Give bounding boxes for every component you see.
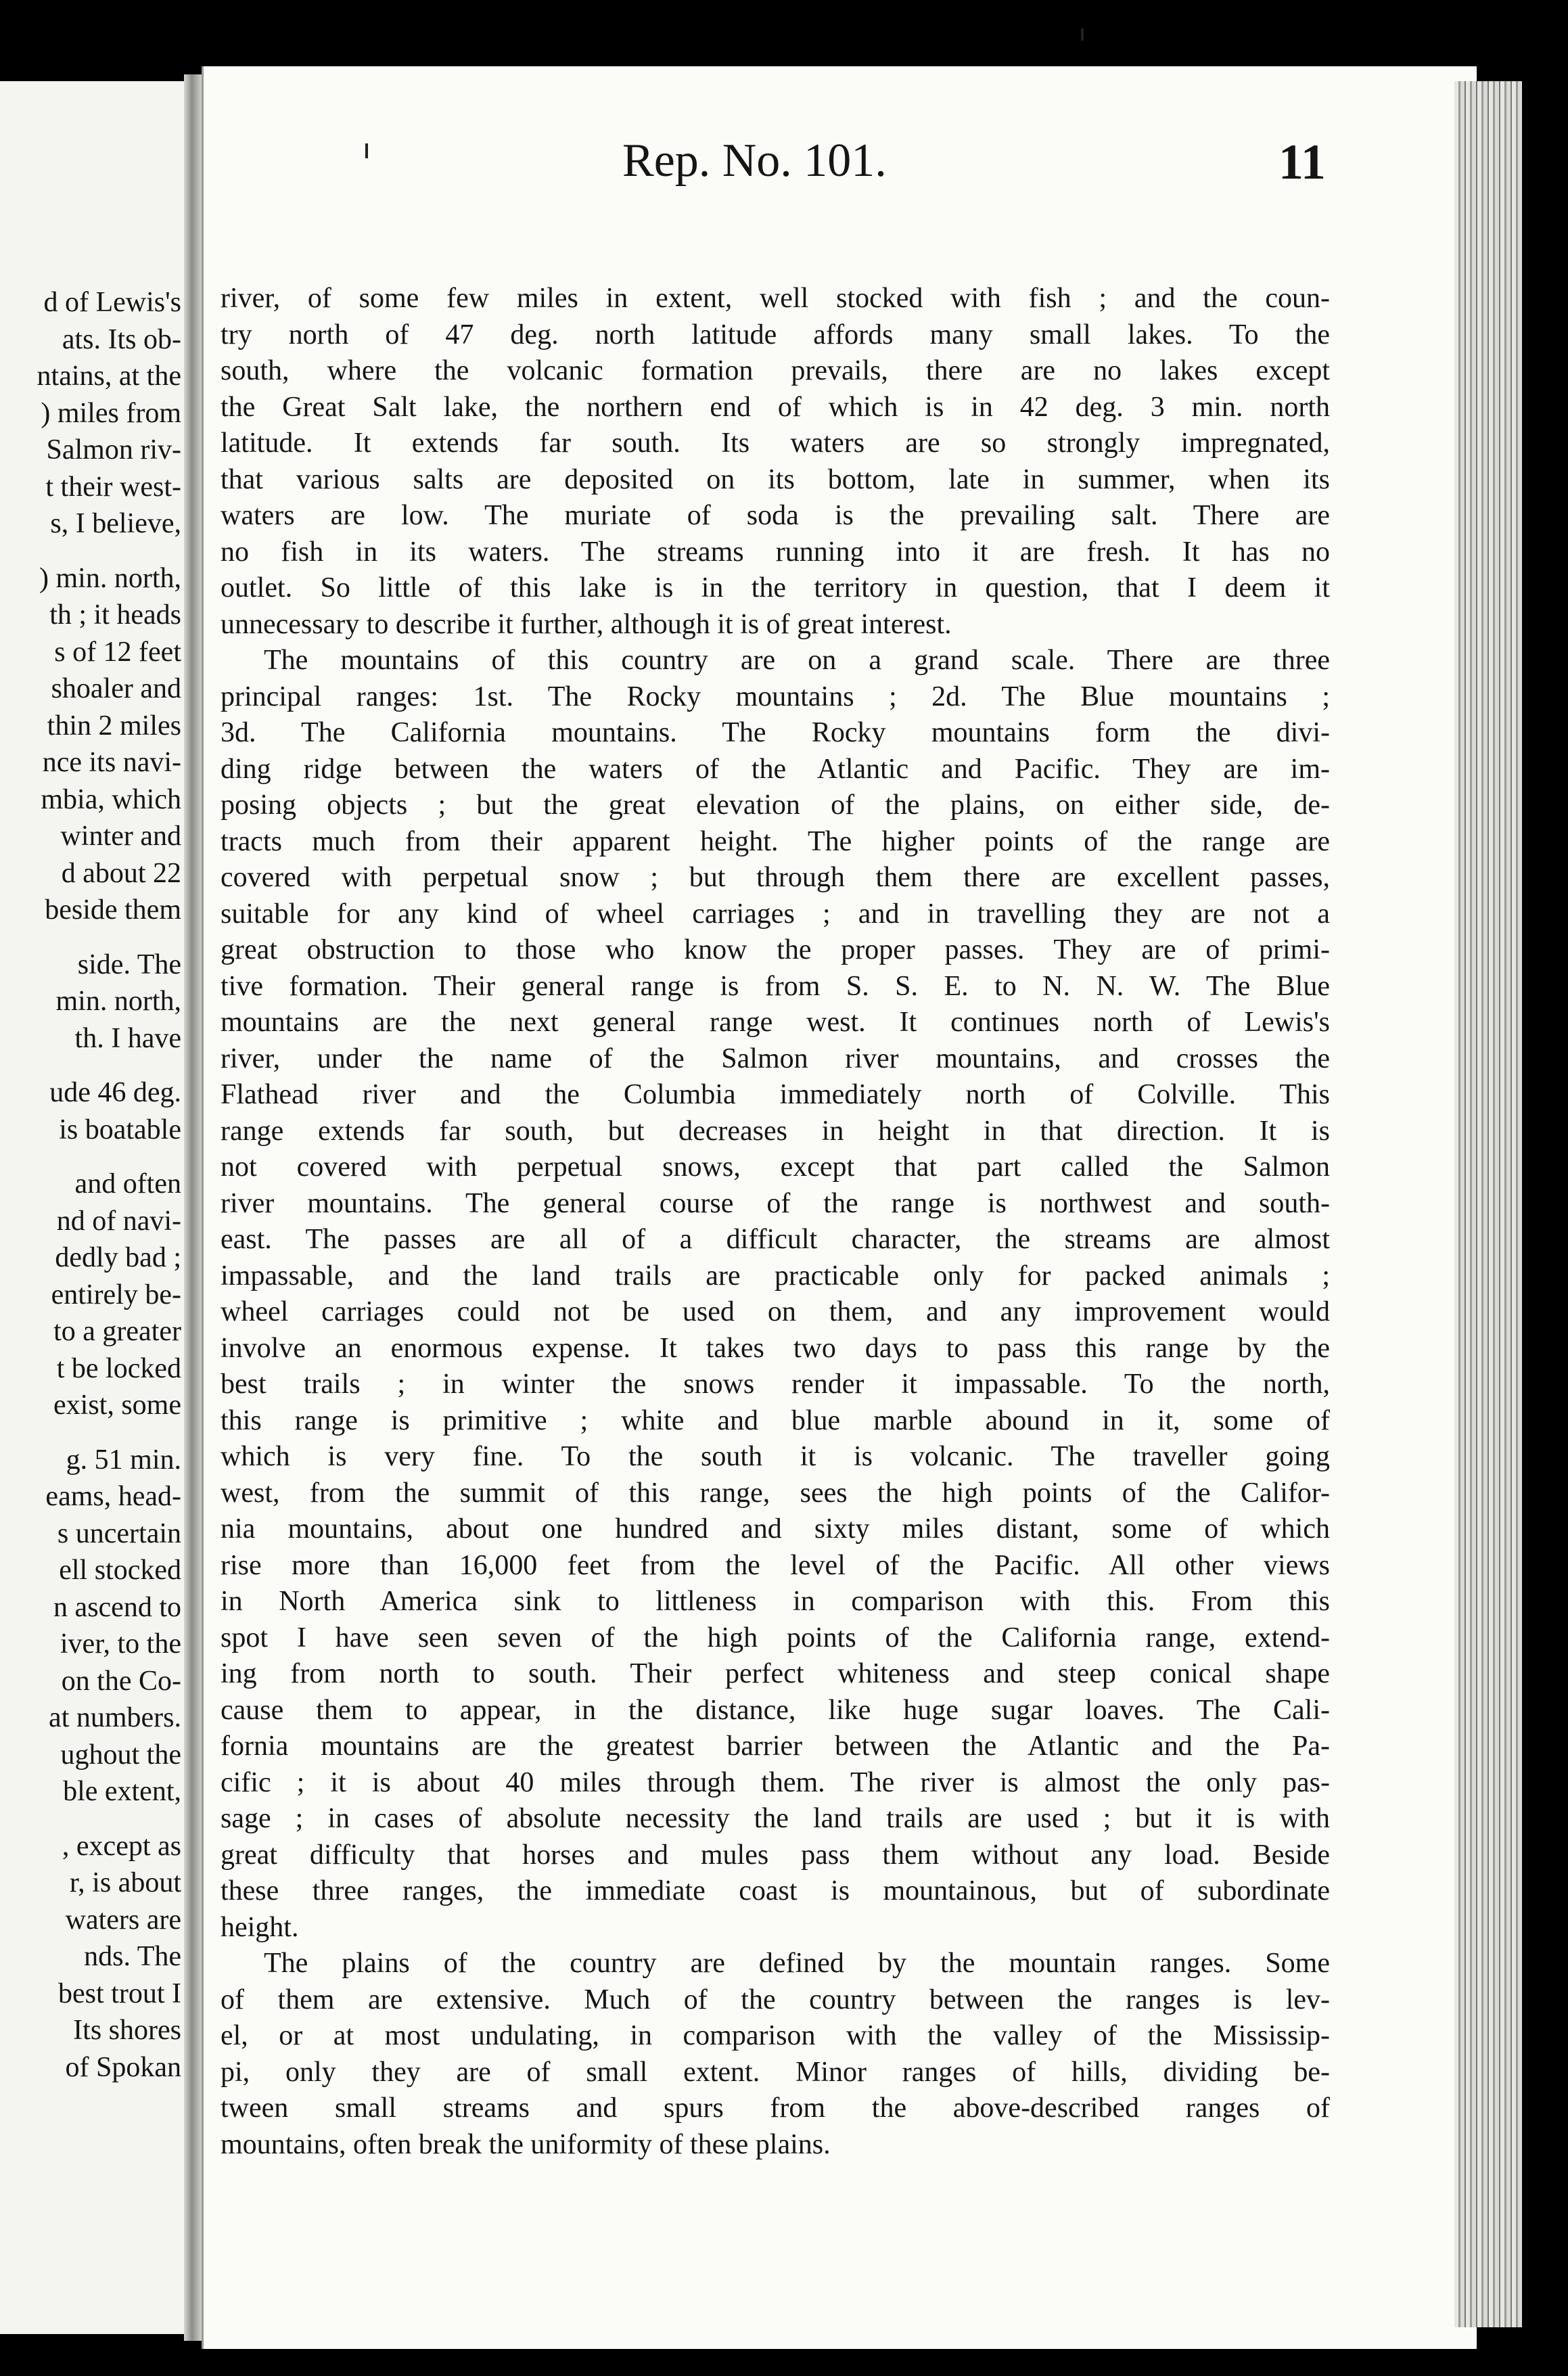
facing-page-line: ble extent, [63,1776,181,1807]
facing-page-line: Salmon riv- [46,434,181,465]
facing-page-line: is boatable [59,1114,181,1145]
facing-page-line: t their west- [45,471,181,503]
facing-page-line: ) min. north, [39,562,181,594]
facing-page-line: shoaler and [51,673,181,704]
text-line: great difficulty that horses and mules pass them without any load. Beside [221,1839,1330,1871]
facing-page-line: eams, head- [45,1481,181,1512]
text-line: pi, only they are of small extent. Minor ranges of hills, dividing be- [221,2056,1330,2088]
text-line: tracts much from their apparent height. The higher points of the range are [221,825,1330,857]
facing-page-line: entirely be- [51,1279,181,1310]
facing-page-line: of Spokan [65,2051,181,2083]
text-line: cause them to appear, in the distance, like huge sugar loaves. The Cali- [221,1694,1330,1726]
facing-page-line: ell stocked [59,1555,181,1586]
text-line: that various salts are deposited on its bottom, late in summer, when its [221,463,1330,495]
facing-page-line: side. The [77,949,181,980]
facing-page-line: thin 2 miles [47,710,181,741]
page-edges [1454,81,1522,2327]
facing-page-line: ats. Its ob- [62,323,181,355]
facing-page-line: s of 12 feet [54,636,181,668]
text-line: el, or at most undulating, in comparison with the valley of the Mississip- [221,2020,1330,2051]
text-line: of them are extensive. Much of the country between the ranges is lev- [221,1984,1330,2015]
text-line: latitude. It extends far south. Its waters are so strongly impregnated, [221,428,1330,459]
text-line: best trails ; in winter the snows render it impassable. To the north, [221,1369,1330,1400]
text-line: outlet. So little of this lake is in the territory in question, that I deem it [221,572,1330,603]
text-line: mountains, often break the uniformity of these plains. [221,2128,831,2160]
text-line: posing objects ; but the great elevation of the plains, on either side, de- [221,790,1330,821]
text-line: waters are low. The muriate of soda is the prevailing salt. There are [221,500,1330,531]
text-line: unnecessary to describe it further, although it is of great interest. [221,608,952,640]
text-line: river, under the name of the Salmon river mountains, and crosses the [221,1043,1330,1074]
text-line: cific ; it is about 40 miles through them. The river is almost the only pas- [221,1766,1330,1798]
facing-page-line: r, is about [69,1867,181,1898]
book-gutter [184,74,202,2341]
text-line: fornia mountains are the greatest barrier between the Atlantic and the Pa- [221,1731,1330,1762]
running-head [0,134,1568,208]
facing-page-line: ntains, at the [37,361,181,392]
facing-page-line: s, I believe, [50,508,181,539]
text-line: tween small streams and spurs from the above-described ranges of [221,2093,1330,2124]
text-line: covered with perpetual snow ; but through them there are excellent passes, [221,862,1330,893]
header-title: Rep. No. 101. [622,135,887,187]
text-line: east. The passes are all of a difficult character, the streams are almost [221,1224,1330,1255]
facing-page-line: beside them [45,894,181,926]
text-line: west, from the summit of this range, sees the high points of the Califor- [221,1477,1330,1509]
text-line: The plains of the country are defined by the mountain ranges. Some [264,1948,1330,1979]
facing-page-line: th ; it heads [49,599,181,631]
text-line: sage ; in cases of absolute necessity the land trails are used ; but it is with [221,1803,1330,1834]
facing-page-line: exist, some [53,1390,181,1421]
text-line: ing from north to south. Their perfect whiteness and steep conical shape [221,1658,1330,1689]
ink-speck [365,143,368,158]
facing-page-line: d about 22 [61,857,181,889]
text-line: The mountains of this country are on a grand scale. There are three [264,645,1330,676]
text-line: these three ranges, the immediate coast is mountainous, but of subordinate [221,1875,1330,1906]
facing-page-line: dedly bad ; [55,1242,181,1273]
text-line: the Great Salt lake, the northern end of which is in 42 deg. 3 min. north [221,391,1330,423]
text-line: no fish in its waters. The streams running into it are fresh. It has no [221,536,1330,568]
facing-page-line: waters are [65,1904,181,1936]
facing-page-line: and often [74,1168,181,1200]
body-text [221,281,1330,2163]
text-line: impassable, and the land trails are practicable only for packed animals ; [221,1260,1330,1292]
facing-page-fragment [0,81,184,2334]
text-line: suitable for any kind of wheel carriages ; and in travelling they are not a [221,898,1330,930]
text-line: 3d. The California mountains. The Rocky mountains form the divi- [221,717,1330,748]
facing-page-line: Its shores [73,2015,181,2046]
text-line: ding ridge between the waters of the Atlantic and Pacific. They are im- [221,753,1330,785]
text-line: south, where the volcanic formation prevails, there are no lakes except [221,355,1330,386]
text-line: height. [221,1911,299,1943]
facing-page-line: min. north, [55,986,181,1017]
facing-page-line: ughout the [60,1739,181,1770]
facing-page-line: nce its navi- [42,747,181,778]
text-line: river, of some few miles in extent, well stocked with fish ; and the coun- [221,283,1330,314]
facing-page-line: nd of navi- [56,1205,181,1237]
facing-page-line: g. 51 min. [66,1444,181,1476]
facing-page-line: t be locked [56,1352,181,1384]
text-line: principal ranges: 1st. The Rocky mountains ; 2d. The Blue mountains ; [221,681,1330,712]
facing-page-line: , except as [62,1830,181,1862]
facing-page-line: nds. The [84,1941,181,1972]
text-line: wheel carriages could not be used on them, and any improvement would [221,1296,1330,1327]
text-line: not covered with perpetual snows, except that part called the Salmon [221,1151,1330,1183]
text-line: spot I have seen seven of the high points of the California range, extend- [221,1622,1330,1653]
text-line: mountains are the next general range west. It continues north of Lewis's [221,1007,1330,1038]
text-line: rise more than 16,000 feet from the level of the Pacific. All other views [221,1549,1330,1581]
text-line: involve an enormous expense. It takes two days to pass this range by the [221,1332,1330,1364]
facing-page-line: to a greater [53,1316,181,1347]
page-number: 11 [1278,135,1326,190]
text-line: great obstruction to those who know the proper passes. They are of primi- [221,934,1330,965]
facing-page-line: s uncertain [57,1517,181,1549]
text-line: range extends far south, but decreases in height in that direction. It is [221,1115,1330,1147]
text-line: this range is primitive ; white and blue marble abound in it, some of [221,1404,1330,1436]
text-line: in North America sink to littleness in comparison with this. From this [221,1586,1330,1617]
facing-page-line: ude 46 deg. [49,1077,181,1108]
facing-page-line: on the Co- [61,1665,181,1697]
facing-page-line: n ascend to [53,1591,181,1623]
text-line: Flathead river and the Columbia immediately north of Colville. This [221,1079,1330,1110]
facing-page-line: iver, to the [60,1628,181,1660]
text-line: try north of 47 deg. north latitude affords many small lakes. To the [221,319,1330,350]
facing-page-line: ) miles from [41,397,181,429]
facing-page-line: mbia, which [41,783,181,815]
facing-page-line: th. I have [74,1022,181,1054]
ink-speck [1081,28,1084,41]
facing-page-line: best trout I [58,1978,181,2009]
text-line: river mountains. The general course of the range is northwest and south- [221,1187,1330,1219]
facing-page-line: d of Lewis's [43,287,181,318]
facing-page-line: at numbers. [49,1702,181,1733]
text-line: tive formation. Their general range is from S. S. E. to N. N. W. The Blue [221,970,1330,1002]
text-line: nia mountains, about one hundred and sixty miles distant, some of which [221,1513,1330,1545]
facing-page-line: winter and [60,821,181,852]
text-line: which is very fine. To the south it is volcanic. The traveller going [221,1441,1330,1472]
